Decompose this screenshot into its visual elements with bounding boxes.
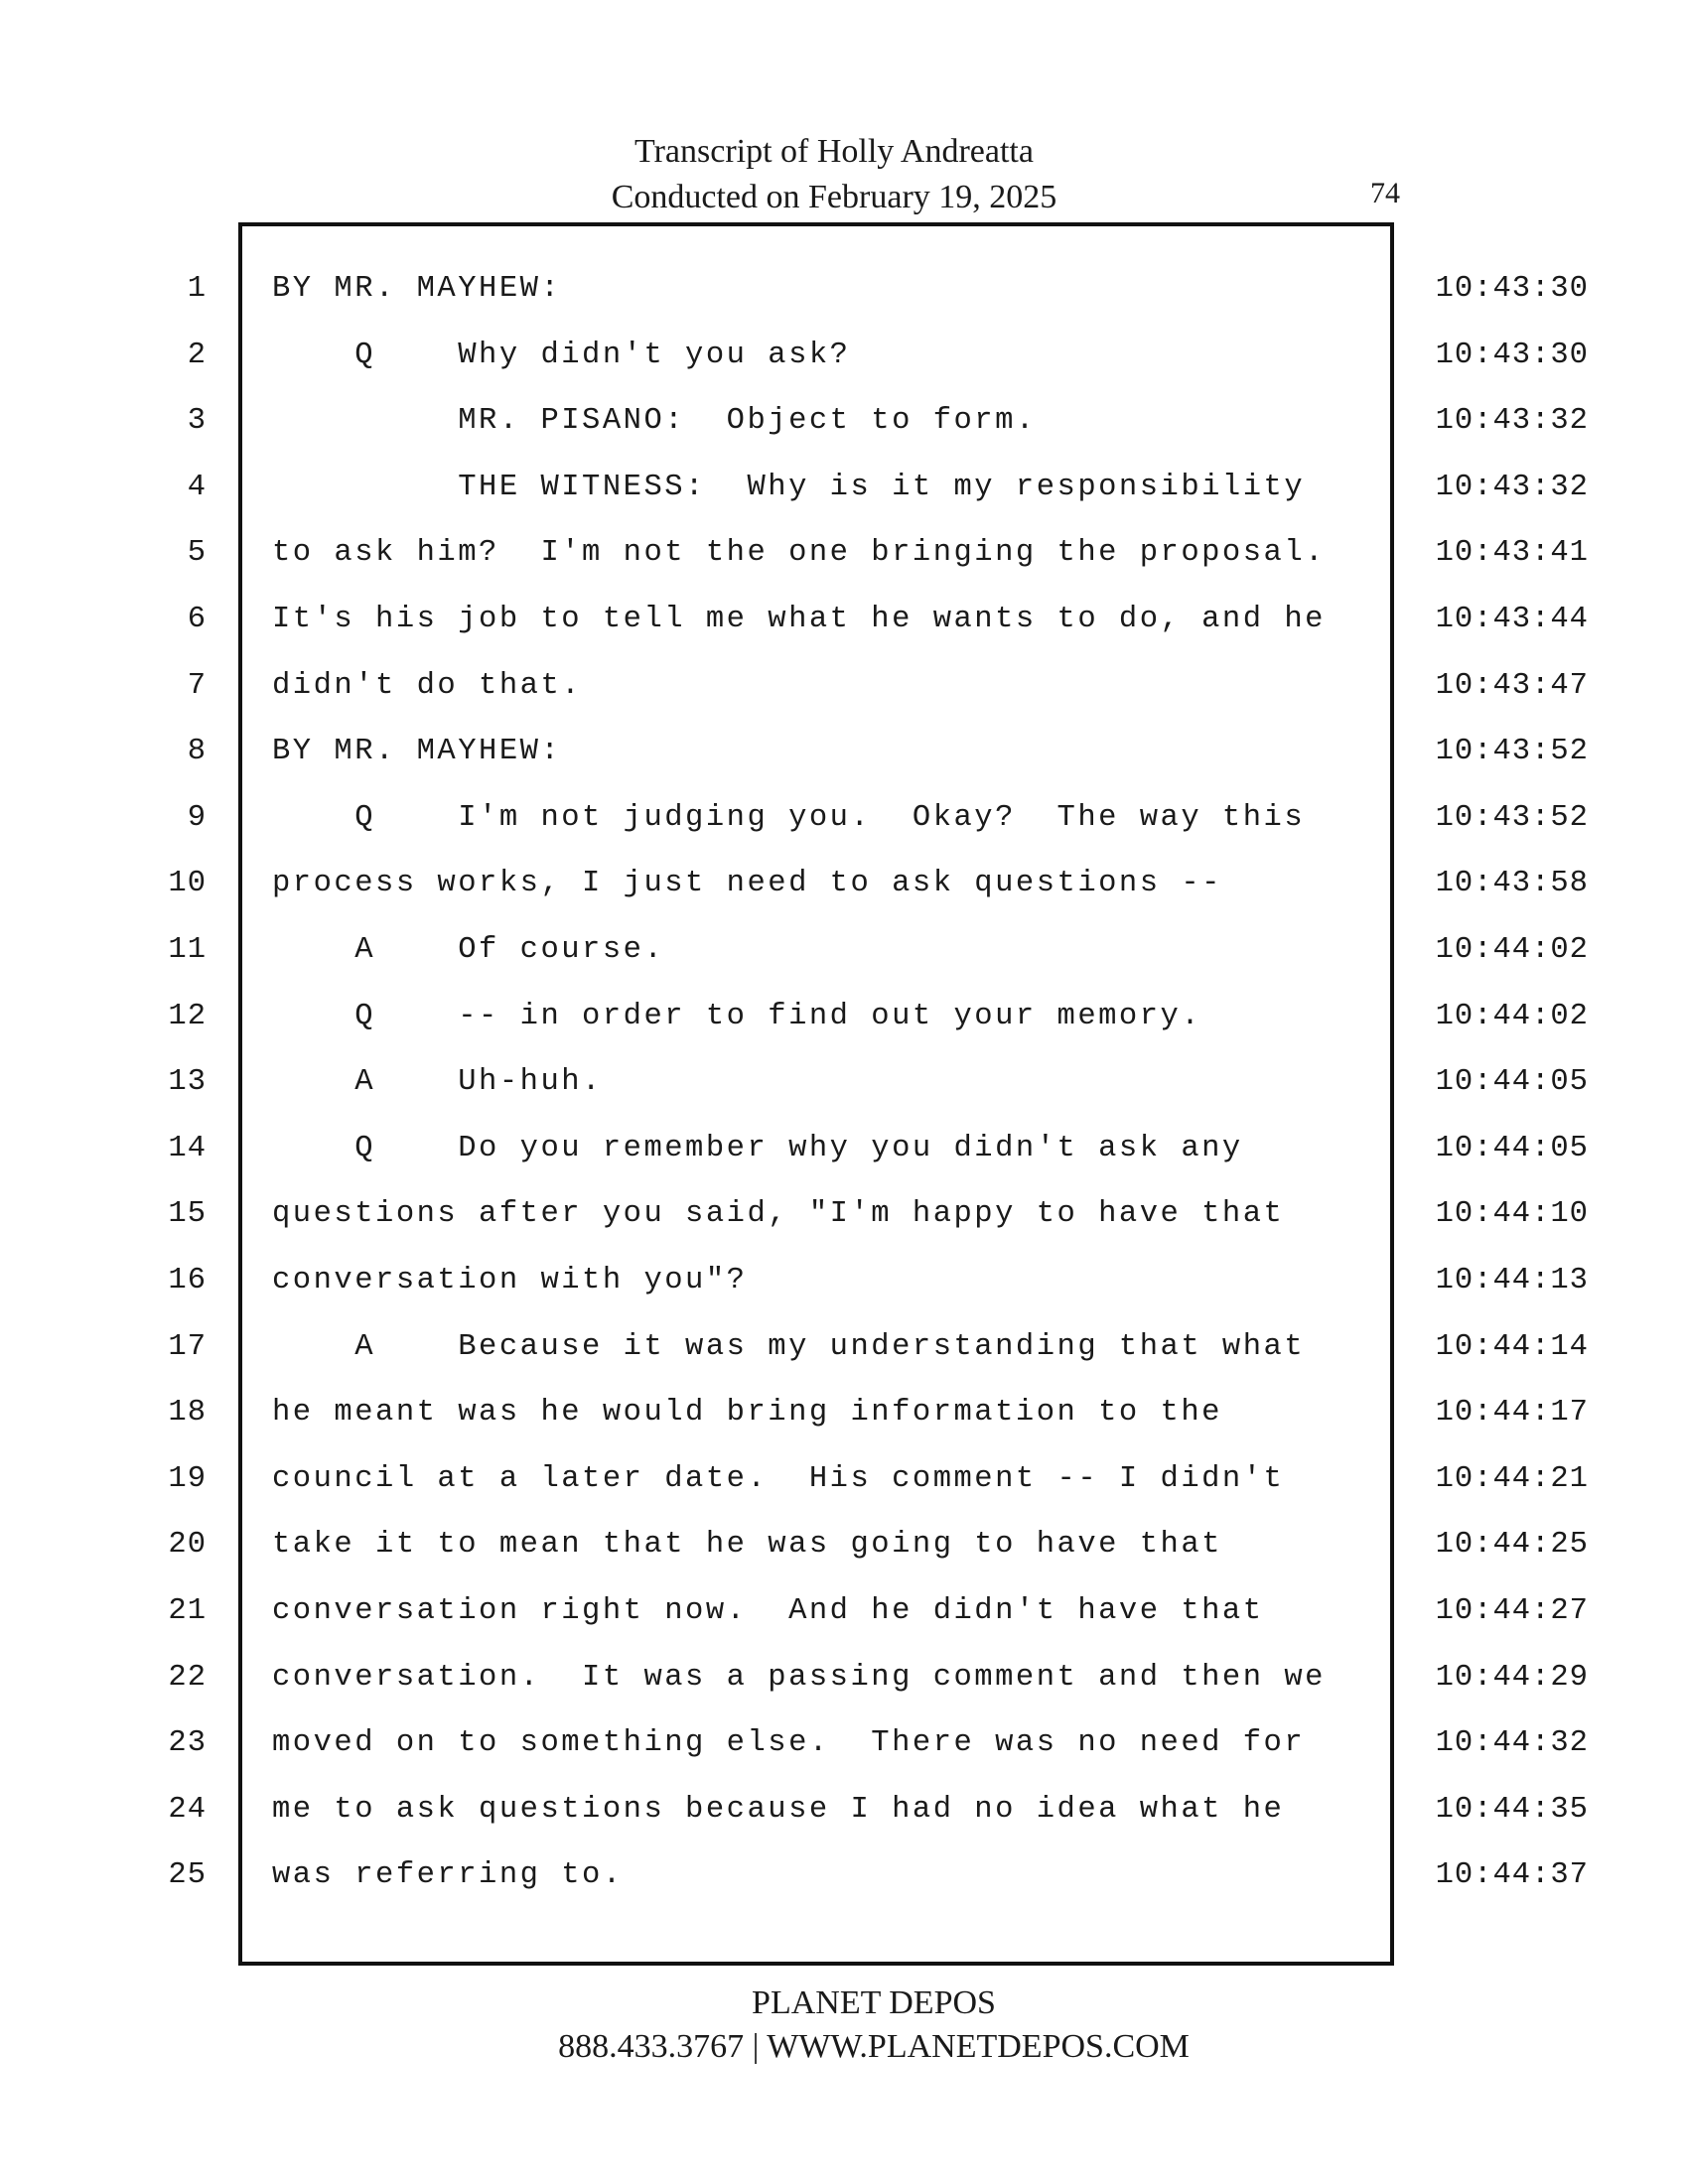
line-number: 20 [168,1528,207,1563]
line-number: 14 [168,1131,207,1165]
line-number: 16 [168,1264,207,1297]
line-text: questions after you said, "I'm happy to have that [272,1197,1285,1232]
line-timestamp: 10:44:35 [1435,1792,1589,1827]
line-timestamp: 10:44:05 [1435,1065,1589,1100]
line-timestamp: 10:43:32 [1435,404,1589,439]
line-text: Q Why didn't you ask? [272,338,851,372]
transcript-line [0,1512,1688,1578]
transcript-line [0,1380,1688,1446]
line-text: A Because it was my understanding that what [272,1329,1306,1364]
line-timestamp: 10:44:25 [1435,1528,1589,1563]
line-number: 6 [187,603,207,636]
transcript-line [0,1049,1688,1116]
line-text: A Of course. [272,933,665,967]
line-timestamp: 10:44:21 [1435,1461,1589,1496]
line-timestamp: 10:43:58 [1435,867,1589,901]
line-timestamp: 10:44:27 [1435,1594,1589,1628]
line-number: 19 [168,1461,207,1496]
transcript-line [0,1314,1688,1381]
line-timestamp: 10:44:32 [1435,1726,1589,1761]
line-number: 2 [187,338,207,372]
transcript-line [0,1843,1688,1909]
page-number: 74 [1370,177,1400,209]
footer-company: PLANET DEPOS [752,1984,996,2021]
transcript-line [0,1446,1688,1513]
line-text: It's his job to tell me what he wants to do, and he [272,603,1326,636]
line-text: Q -- in order to find out your memory. [272,999,1202,1033]
line-number: 3 [187,404,207,439]
line-number: 10 [168,867,207,901]
line-timestamp: 10:44:13 [1435,1264,1589,1297]
footer-contact: 888.433.3767 | WWW.PLANETDEPOS.COM [558,2028,1190,2065]
line-timestamp: 10:44:02 [1435,933,1589,967]
line-text: council at a later date. His comment -- I didn't [272,1461,1285,1496]
transcript-line [0,719,1688,785]
transcript-line [0,984,1688,1050]
line-number: 11 [168,933,207,967]
line-text: take it to mean that he was going to have that [272,1528,1222,1563]
line-text: Q I'm not judging you. Okay? The way this [272,800,1306,835]
line-number: 15 [168,1197,207,1232]
line-text: BY MR. MAYHEW: [272,272,562,306]
line-text: to ask him? I'm not the one bringing the proposal. [272,536,1326,571]
line-timestamp: 10:44:29 [1435,1660,1589,1695]
line-number: 13 [168,1065,207,1100]
line-number: 5 [187,536,207,571]
line-number: 17 [168,1329,207,1364]
line-number: 22 [168,1660,207,1695]
transcript-line [0,520,1688,587]
transcript-line [0,1710,1688,1777]
line-text: was referring to. [272,1858,624,1893]
line-timestamp: 10:44:10 [1435,1197,1589,1232]
transcript-line [0,785,1688,852]
transcript-line [0,1248,1688,1314]
line-timestamp: 10:43:44 [1435,603,1589,636]
line-number: 24 [168,1792,207,1827]
line-number: 1 [187,272,207,306]
transcript-line [0,455,1688,521]
line-timestamp: 10:43:41 [1435,536,1589,571]
line-timestamp: 10:44:17 [1435,1396,1589,1431]
line-timestamp: 10:43:30 [1435,338,1589,372]
line-text: me to ask questions because I had no idea what he [272,1792,1285,1827]
line-number: 7 [187,668,207,703]
line-timestamp: 10:44:02 [1435,999,1589,1033]
line-timestamp: 10:44:14 [1435,1329,1589,1364]
transcript-line [0,587,1688,653]
line-text: Q Do you remember why you didn't ask any [272,1131,1243,1165]
line-number: 23 [168,1726,207,1761]
line-text: THE WITNESS: Why is it my responsibility [272,470,1306,504]
line-timestamp: 10:43:52 [1435,800,1589,835]
line-text: BY MR. MAYHEW: [272,735,562,769]
line-number: 25 [168,1858,207,1893]
line-text: didn't do that. [272,668,583,703]
line-text: A Uh-huh. [272,1065,603,1100]
transcript-line [0,1777,1688,1843]
line-text: conversation. It was a passing comment and then we [272,1660,1326,1695]
line-text: process works, I just need to ask questions -- [272,867,1222,901]
line-timestamp: 10:43:30 [1435,272,1589,306]
line-number: 12 [168,999,207,1033]
transcript-title: Transcript of Holly Andreatta [634,133,1034,170]
transcript-line [0,851,1688,917]
transcript-line [0,1578,1688,1645]
line-timestamp: 10:43:32 [1435,470,1589,504]
line-text: conversation right now. And he didn't have that [272,1594,1264,1628]
line-timestamp: 10:43:47 [1435,668,1589,703]
transcript-line [0,323,1688,389]
line-text: moved on to something else. There was no need for [272,1726,1306,1761]
line-number: 18 [168,1396,207,1431]
transcript-line [0,1116,1688,1182]
line-timestamp: 10:44:37 [1435,1858,1589,1893]
line-timestamp: 10:44:05 [1435,1131,1589,1165]
transcript-line [0,256,1688,323]
line-text: conversation with you"? [272,1264,748,1297]
transcript-line [0,917,1688,984]
line-text: he meant was he would bring information to the [272,1396,1222,1431]
transcript-line [0,1181,1688,1248]
line-number: 21 [168,1594,207,1628]
transcript-line [0,388,1688,455]
line-text: MR. PISANO: Object to form. [272,404,1037,439]
transcript-date: Conducted on February 19, 2025 [611,179,1057,215]
line-number: 8 [187,735,207,769]
line-timestamp: 10:43:52 [1435,735,1589,769]
line-number: 9 [187,800,207,835]
line-number: 4 [187,470,207,504]
transcript-line [0,1645,1688,1711]
transcript-line [0,653,1688,720]
